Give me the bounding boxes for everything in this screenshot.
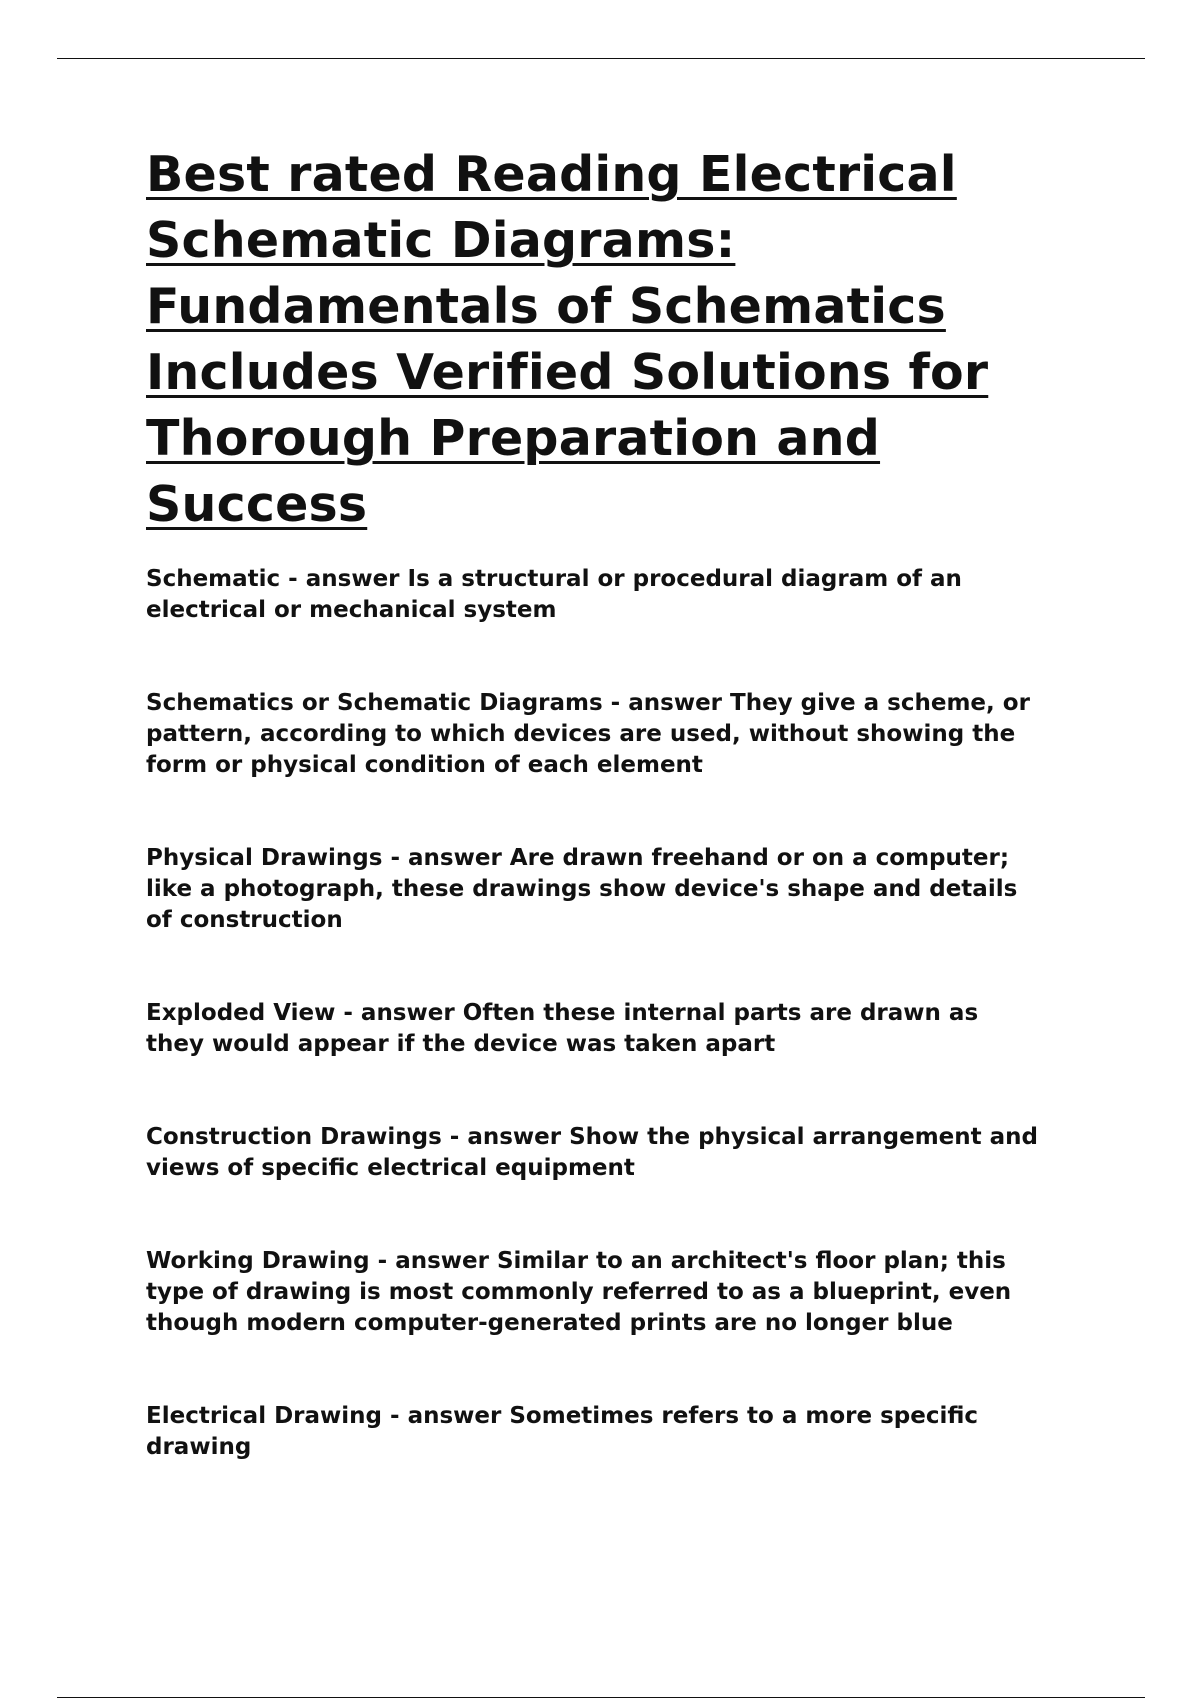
qa-entry-electrical-drawing: Electrical Drawing - answer Sometimes refers to a more specific drawing: [146, 1403, 979, 1460]
qa-entry-schematic: Schematic - answer Is a structural or procedural diagram of an electrical or mechanical system: [146, 566, 962, 623]
document-title: Best rated Reading Electrical Schematic Diagrams: Fundamentals of Schematics Includes Verified Solutions for Thorough Preparation and Success: [146, 146, 989, 533]
qa-entry-working-drawing: Working Drawing - answer Similar to an architect's floor plan; this type of drawing is most commonly referred to as a blueprint, even though modern computer-generated prints are no longer blue: [146, 1248, 1012, 1336]
qa-list: [146, 564, 1106, 1463]
qa-entry-physical-drawings: Physical Drawings - answer Are drawn freehand or on a computer; like a photograph, these drawings show device's shape and details of construction: [146, 845, 1018, 933]
document-body: [146, 142, 1106, 1463]
footer-rule: [57, 1697, 1145, 1698]
qa-entry-schematic-diagrams: Schematics or Schematic Diagrams - answer They give a scheme, or pattern, according to which devices are used, without showing the form or physical condition of each element: [146, 690, 1030, 778]
qa-entry-construction-drawings: Construction Drawings - answer Show the physical arrangement and views of specific electrical equipment: [146, 1124, 1038, 1181]
qa-entry-exploded-view: Exploded View - answer Often these internal parts are drawn as they would appear if the device was taken apart: [146, 1000, 979, 1057]
header-rule: [57, 58, 1145, 59]
